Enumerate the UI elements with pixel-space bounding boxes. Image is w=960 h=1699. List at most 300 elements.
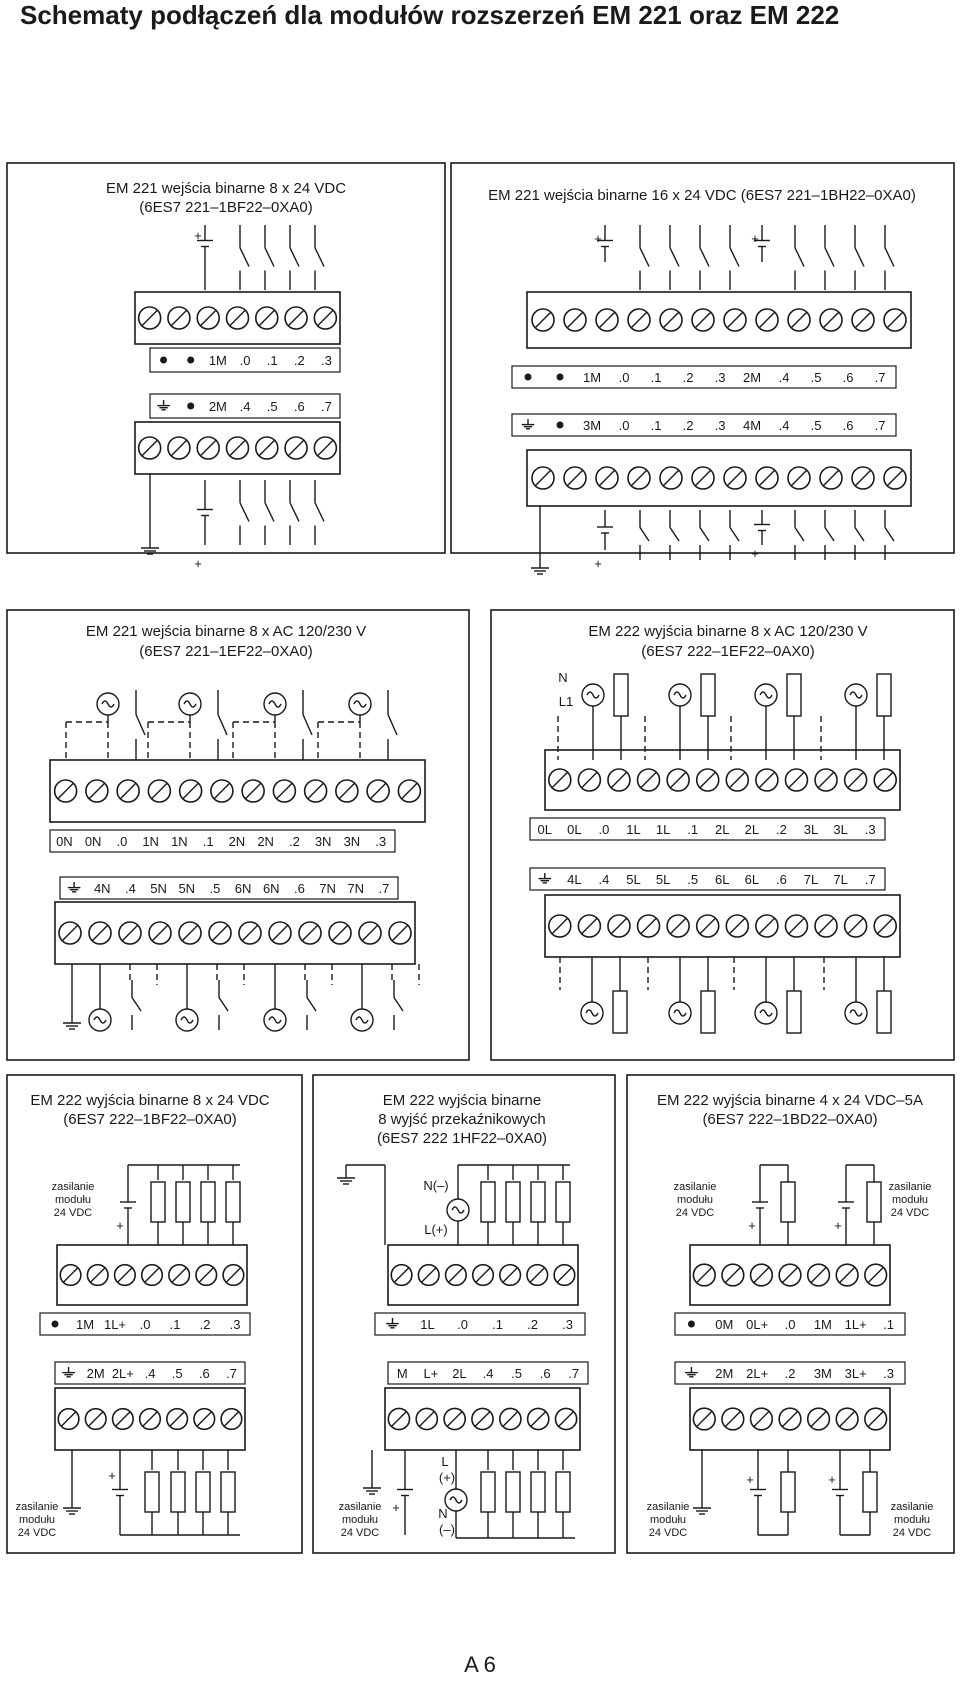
common-dot-icon xyxy=(525,374,532,381)
strip-label: 5N xyxy=(150,881,167,896)
strip-label: .0 xyxy=(618,418,630,433)
terminal-slot xyxy=(332,925,347,940)
terminal-strip-top xyxy=(530,818,885,840)
terminal-strip-bottom xyxy=(530,868,885,890)
terminal-slot xyxy=(201,440,216,455)
page-number: A 6 xyxy=(464,1652,496,1677)
terminal-slot xyxy=(122,925,137,940)
load-resistor-icon xyxy=(613,991,627,1033)
terminal-slot xyxy=(259,440,274,455)
strip-label: .4 xyxy=(239,399,251,414)
terminal-slot xyxy=(89,783,104,798)
terminal-slot xyxy=(530,1268,544,1282)
strip-label: 6L xyxy=(744,872,760,887)
load-resistor-icon xyxy=(481,1182,495,1222)
switch-contact-icon xyxy=(795,528,804,542)
terminal-slot xyxy=(362,925,377,940)
terminal-slot xyxy=(142,310,157,325)
common-dot-icon xyxy=(187,403,194,410)
strip-label: .2 xyxy=(776,822,787,837)
terminal-slot xyxy=(145,1268,159,1282)
switch-contact-icon xyxy=(240,248,249,267)
terminal-slot xyxy=(318,310,333,325)
strip-label: .5 xyxy=(810,418,822,433)
plus-sign: + xyxy=(594,231,602,246)
terminal-slot xyxy=(818,772,833,787)
terminal-slot xyxy=(92,925,107,940)
plus-sign: + xyxy=(751,231,759,246)
plus-sign: + xyxy=(594,556,602,571)
strip-label: 5L xyxy=(626,872,641,887)
switch-contact-icon xyxy=(640,248,649,267)
strip-label: 2N xyxy=(257,834,274,849)
strip-label: .5 xyxy=(209,881,221,896)
terminal-slot xyxy=(503,1268,517,1282)
strip-label: .1 xyxy=(687,822,699,837)
terminal-slot xyxy=(62,925,77,940)
l-top-label: L xyxy=(441,1454,449,1469)
terminal-slot xyxy=(118,1268,132,1282)
strip-label: 2L xyxy=(715,822,730,837)
strip-label: .4 xyxy=(144,1366,156,1381)
terminal-slot xyxy=(212,925,227,940)
terminal-block-top xyxy=(527,292,911,348)
terminal-slot xyxy=(887,470,902,485)
terminal-slot xyxy=(475,1412,490,1427)
ac-wave-icon xyxy=(184,701,196,707)
switch-contact-icon xyxy=(730,248,739,267)
switch-contact-icon xyxy=(394,998,403,1012)
terminal-slot xyxy=(791,470,806,485)
ac-wave-icon xyxy=(181,1017,193,1023)
ac-wave-icon xyxy=(850,1010,862,1016)
terminal-slot xyxy=(868,1411,883,1426)
switch-contact-icon xyxy=(640,528,649,542)
load-resistor-icon xyxy=(196,1472,210,1512)
terminal-slot xyxy=(476,1268,490,1282)
load-resistor-icon xyxy=(556,1182,570,1222)
switch-contact-icon xyxy=(855,528,864,542)
terminal-slot xyxy=(582,918,597,933)
terminal-slot xyxy=(152,925,167,940)
terminal-slot xyxy=(582,772,597,787)
load-resistor-icon xyxy=(614,674,628,716)
supply-label: zasilanie xyxy=(338,1501,382,1513)
strip-label: .5 xyxy=(171,1366,183,1381)
load-resistor-icon xyxy=(176,1182,190,1222)
terminal-slot xyxy=(308,783,323,798)
ac-wave-icon xyxy=(760,1010,772,1016)
strip-label: .2 xyxy=(682,370,694,385)
strip-label: 6N xyxy=(234,881,252,896)
terminal-slot xyxy=(552,772,567,787)
supply-label: 24 VDC xyxy=(892,1527,932,1539)
strip-label: 3L xyxy=(833,822,848,837)
terminal-slot xyxy=(599,312,614,327)
load-resistor-icon xyxy=(781,1472,795,1512)
switch-contact-icon xyxy=(290,503,299,522)
strip-label: 7L xyxy=(833,872,848,887)
load-resistor-icon xyxy=(877,991,891,1033)
strip-label: 4L xyxy=(567,872,582,887)
supply-label: zasilanie xyxy=(15,1501,59,1513)
terminal-slot xyxy=(818,918,833,933)
l1-label: L1 xyxy=(558,694,574,709)
terminal-slot xyxy=(641,772,656,787)
load-resistor-icon xyxy=(481,1472,495,1512)
supply-label: zasilanie xyxy=(673,1181,717,1193)
terminal-slot xyxy=(695,470,710,485)
strip-label: .5 xyxy=(687,872,699,887)
strip-label: .3 xyxy=(864,822,876,837)
plus-sign: + xyxy=(748,1218,756,1233)
terminal-slot xyxy=(759,312,774,327)
terminal-slot xyxy=(727,312,742,327)
terminal-slot xyxy=(226,1268,240,1282)
n-label: N xyxy=(558,670,568,685)
switch-contact-icon xyxy=(136,715,145,736)
strip-label: .3 xyxy=(883,1366,894,1381)
strip-label: .7 xyxy=(874,418,886,433)
ac-wave-icon xyxy=(102,701,114,707)
terminal-block-bottom xyxy=(527,450,911,506)
strip-label: .4 xyxy=(124,881,136,896)
terminal-slot xyxy=(789,772,804,787)
switch-contact-icon xyxy=(265,503,274,522)
l-plus-label: L(+) xyxy=(424,1222,448,1237)
common-dot-icon xyxy=(557,374,564,381)
panel-title: EM 221 wejścia binarne 8 x 24 VDC xyxy=(105,180,347,197)
strip-label: .1 xyxy=(492,1317,503,1332)
terminal-slot xyxy=(392,925,407,940)
switch-contact-icon xyxy=(855,248,864,267)
strip-label: 1L+ xyxy=(103,1317,127,1332)
terminal-slot xyxy=(663,470,678,485)
strip-label: 2M xyxy=(208,399,227,414)
switch-contact-icon xyxy=(700,248,709,267)
strip-label: .4 xyxy=(598,872,610,887)
strip-label: .5 xyxy=(810,370,822,385)
panel-em222-8x24vdc xyxy=(7,1075,302,1553)
strip-label: .7 xyxy=(226,1366,237,1381)
switch-contact-icon xyxy=(885,528,894,542)
strip-label: .0 xyxy=(457,1317,468,1332)
strip-label: .5 xyxy=(511,1366,522,1381)
terminal-slot xyxy=(791,312,806,327)
strip-label: .0 xyxy=(139,1317,151,1332)
terminal-slot xyxy=(370,783,385,798)
terminal-slot xyxy=(272,925,287,940)
terminal-slot xyxy=(730,918,745,933)
switch-contact-icon xyxy=(315,503,324,522)
strip-label: 3M xyxy=(582,418,602,433)
terminal-slot xyxy=(183,783,198,798)
common-dot-icon xyxy=(688,1321,695,1328)
strip-label: .2 xyxy=(199,1317,211,1332)
terminal-slot xyxy=(848,918,863,933)
switch-contact-icon xyxy=(670,248,679,267)
ac-wave-icon xyxy=(452,1207,464,1213)
common-dot-icon xyxy=(52,1321,59,1328)
strip-label: 0L+ xyxy=(746,1317,769,1332)
load-resistor-icon xyxy=(787,991,801,1033)
ac-wave-icon xyxy=(269,701,281,707)
terminal-slot xyxy=(567,312,582,327)
terminal-slot xyxy=(754,1411,769,1426)
terminal-slot xyxy=(670,772,685,787)
strip-label: .0 xyxy=(116,834,128,849)
strip-label: .3 xyxy=(229,1317,241,1332)
supply-label: zasilanie xyxy=(890,1501,934,1513)
strip-label: .6 xyxy=(842,370,854,385)
terminal-slot xyxy=(730,772,745,787)
strip-label: 7N xyxy=(319,881,336,896)
strip-label: .1 xyxy=(883,1317,894,1332)
load-resistor-icon xyxy=(531,1182,545,1222)
strip-label: .1 xyxy=(202,834,214,849)
panel-subtitle: (6ES7 221–1EF22–0XA0) xyxy=(139,643,313,660)
load-resistor-icon xyxy=(201,1182,215,1222)
panel-title: EM 222 wyjścia binarne 8 x 24 VDC xyxy=(30,1092,270,1109)
switch-contact-icon xyxy=(219,998,228,1012)
terminal-block-top xyxy=(50,760,425,822)
load-resistor-icon xyxy=(226,1182,240,1222)
strip-label: L+ xyxy=(423,1366,439,1381)
ac-wave-icon xyxy=(674,692,686,698)
load-resistor-icon xyxy=(701,674,715,716)
switch-contact-icon xyxy=(132,998,141,1012)
terminal-slot xyxy=(855,312,870,327)
strip-label: 2M xyxy=(715,1366,734,1381)
plus-sign: + xyxy=(746,1472,754,1487)
load-resistor-icon xyxy=(145,1472,159,1512)
ac-wave-icon xyxy=(760,692,772,698)
switch-contact-icon xyxy=(388,715,397,736)
terminal-slot xyxy=(230,440,245,455)
strip-label: .2 xyxy=(288,834,300,849)
strip-label: .7 xyxy=(378,881,390,896)
load-resistor-icon xyxy=(877,674,891,716)
strip-label: .2 xyxy=(682,418,694,433)
switch-contact-icon xyxy=(315,248,324,267)
strip-label: 3L+ xyxy=(844,1366,867,1381)
terminal-slot xyxy=(535,312,550,327)
strip-label: 5L xyxy=(655,872,671,887)
terminal-slot xyxy=(224,1412,238,1426)
terminal-slot xyxy=(759,470,774,485)
switch-contact-icon xyxy=(825,528,834,542)
panel-subtitle: 8 wyjść przekaźnikowych xyxy=(378,1111,546,1128)
terminal-slot xyxy=(840,1411,855,1426)
strip-label: .0 xyxy=(239,353,251,368)
strip-label: 6L xyxy=(715,872,730,887)
terminal-slot xyxy=(61,1412,75,1426)
terminal-slot xyxy=(552,918,567,933)
terminal-slot xyxy=(392,1412,407,1427)
panel-subtitle: (6ES7 221–1BF22–0XA0) xyxy=(139,199,313,216)
supply-label: 24 VDC xyxy=(675,1207,715,1219)
supply-label: modułu xyxy=(893,1514,931,1526)
terminal-slot xyxy=(878,772,893,787)
page-title: Schematy podłączeń dla modułów rozszerzeń EM 221 oraz EM 222 xyxy=(20,0,840,30)
terminal-slot xyxy=(697,1267,712,1282)
terminal-slot xyxy=(277,783,292,798)
strip-label: 3M xyxy=(813,1366,832,1381)
terminal-slot xyxy=(419,1412,434,1427)
terminal-slot xyxy=(848,772,863,787)
supply-label: 24 VDC xyxy=(53,1207,93,1219)
load-resistor-icon xyxy=(531,1472,545,1512)
terminal-slot xyxy=(663,312,678,327)
terminal-slot xyxy=(120,783,135,798)
strip-label: 1L xyxy=(626,822,641,837)
terminal-slot xyxy=(823,312,838,327)
load-resistor-icon xyxy=(221,1472,235,1512)
strip-label: 1L xyxy=(655,822,671,837)
panel-subtitle: (6ES7 222 1HF22–0XA0) xyxy=(376,1130,548,1147)
strip-label: 7L xyxy=(803,872,819,887)
terminal-slot xyxy=(759,918,774,933)
strip-label: .1 xyxy=(266,353,278,368)
terminal-slot xyxy=(855,470,870,485)
panel-title: EM 222 wyjścia binarne 8 x AC 120/230 V xyxy=(588,623,868,640)
strip-label: 1M xyxy=(582,370,602,385)
panel-subtitle: (6ES7 222–1BD22–0XA0) xyxy=(702,1111,878,1128)
terminal-slot xyxy=(631,470,646,485)
ac-wave-icon xyxy=(850,692,862,698)
switch-contact-icon xyxy=(303,715,312,736)
terminal-slot xyxy=(116,1412,130,1426)
panel-title: EM 221 wejścia binarne 16 x 24 VDC (6ES7 221–1BH22–0XA0) xyxy=(488,187,916,204)
strip-label: .3 xyxy=(321,353,332,368)
switch-contact-icon xyxy=(290,248,299,267)
terminal-slot xyxy=(503,1412,518,1427)
switch-contact-icon xyxy=(307,998,316,1012)
load-resistor-icon xyxy=(787,674,801,716)
strip-label: 2M xyxy=(742,370,762,385)
terminal-slot xyxy=(700,918,715,933)
terminal-slot xyxy=(170,1412,184,1426)
terminal-strip-top xyxy=(375,1313,585,1335)
strip-label: .3 xyxy=(714,418,726,433)
ac-wave-icon xyxy=(269,1017,281,1023)
terminal-slot xyxy=(840,1267,855,1282)
strip-label: .7 xyxy=(321,399,332,414)
terminal-slot xyxy=(394,1268,408,1282)
supply-label: 24 VDC xyxy=(648,1527,688,1539)
terminal-slot xyxy=(449,1268,463,1282)
supply-label: modułu xyxy=(341,1514,379,1526)
panel-subtitle: (6ES7 222–1BF22–0XA0) xyxy=(63,1111,237,1128)
terminal-slot xyxy=(63,1268,77,1282)
terminal-slot xyxy=(201,310,216,325)
strip-label: 2L+ xyxy=(746,1366,769,1381)
terminal-slot xyxy=(670,918,685,933)
strip-label: 0N xyxy=(56,834,73,849)
strip-label: .0 xyxy=(618,370,630,385)
supply-label: modułu xyxy=(649,1514,687,1526)
terminal-slot xyxy=(142,440,157,455)
terminal-slot xyxy=(259,310,274,325)
strip-label: .6 xyxy=(776,872,787,887)
terminal-slot xyxy=(611,772,626,787)
strip-label: M xyxy=(396,1366,408,1381)
strip-label: .5 xyxy=(266,399,278,414)
strip-label: 0M xyxy=(715,1317,734,1332)
strip-label: .4 xyxy=(482,1366,494,1381)
terminal-slot xyxy=(339,783,354,798)
terminal-strip-top xyxy=(512,366,896,388)
strip-label: .6 xyxy=(293,881,305,896)
switch-contact-icon xyxy=(885,248,894,267)
terminal-slot xyxy=(172,1268,186,1282)
panel-title: EM 221 wejścia binarne 8 x AC 120/230 V xyxy=(85,623,367,640)
load-resistor-icon xyxy=(506,1472,520,1512)
strip-label: .2 xyxy=(527,1317,538,1332)
strip-label: .1 xyxy=(650,370,662,385)
ac-wave-icon xyxy=(450,1497,462,1503)
strip-label: .6 xyxy=(198,1366,210,1381)
plus-sign: + xyxy=(194,556,202,571)
terminal-slot xyxy=(725,1411,740,1426)
strip-label: .4 xyxy=(778,418,790,433)
ac-wave-icon xyxy=(356,1017,368,1023)
strip-label: 2L+ xyxy=(111,1366,134,1381)
terminal-slot xyxy=(242,925,257,940)
terminal-slot xyxy=(90,1268,104,1282)
terminal-slot xyxy=(887,312,902,327)
terminal-slot xyxy=(782,1411,797,1426)
plus-sign: + xyxy=(751,546,759,561)
switch-contact-icon xyxy=(218,715,227,736)
load-resistor-icon xyxy=(701,991,715,1033)
terminal-slot xyxy=(230,310,245,325)
terminal-block-bottom xyxy=(55,902,415,964)
strip-label: 1L+ xyxy=(844,1317,867,1332)
strip-label: 1M xyxy=(813,1317,832,1332)
strip-label: .6 xyxy=(539,1366,551,1381)
strip-label: 7N xyxy=(347,881,365,896)
terminal-slot xyxy=(197,1412,211,1426)
load-resistor-icon xyxy=(556,1472,570,1512)
plus-sign: + xyxy=(194,228,202,243)
strip-label: 2M xyxy=(86,1366,105,1381)
terminal-slot xyxy=(152,783,167,798)
panel-title: EM 222 wyjścia binarne 4 x 24 VDC–5A xyxy=(657,1092,923,1109)
terminal-slot xyxy=(823,470,838,485)
strip-label: 1N xyxy=(142,834,159,849)
terminal-slot xyxy=(631,312,646,327)
strip-label: .2 xyxy=(293,353,305,368)
n-bottom-label: N xyxy=(438,1506,448,1521)
strip-label: 2L xyxy=(452,1366,467,1381)
switch-contact-icon xyxy=(670,528,679,542)
load-resistor-icon xyxy=(863,1472,877,1512)
strip-label: 3N xyxy=(343,834,361,849)
strip-label: .4 xyxy=(778,370,790,385)
terminal-slot xyxy=(695,312,710,327)
strip-label: 3N xyxy=(314,834,332,849)
supply-label: modułu xyxy=(54,1194,92,1206)
switch-contact-icon xyxy=(825,248,834,267)
strip-label: .0 xyxy=(784,1317,796,1332)
supply-label: zasilanie xyxy=(888,1181,932,1193)
panel-subtitle: (6ES7 222–1EF22–0AX0) xyxy=(641,643,815,660)
ac-wave-icon xyxy=(586,1010,598,1016)
strip-label: 0L xyxy=(537,822,553,837)
load-resistor-icon xyxy=(506,1182,520,1222)
strip-label: .1 xyxy=(650,418,662,433)
